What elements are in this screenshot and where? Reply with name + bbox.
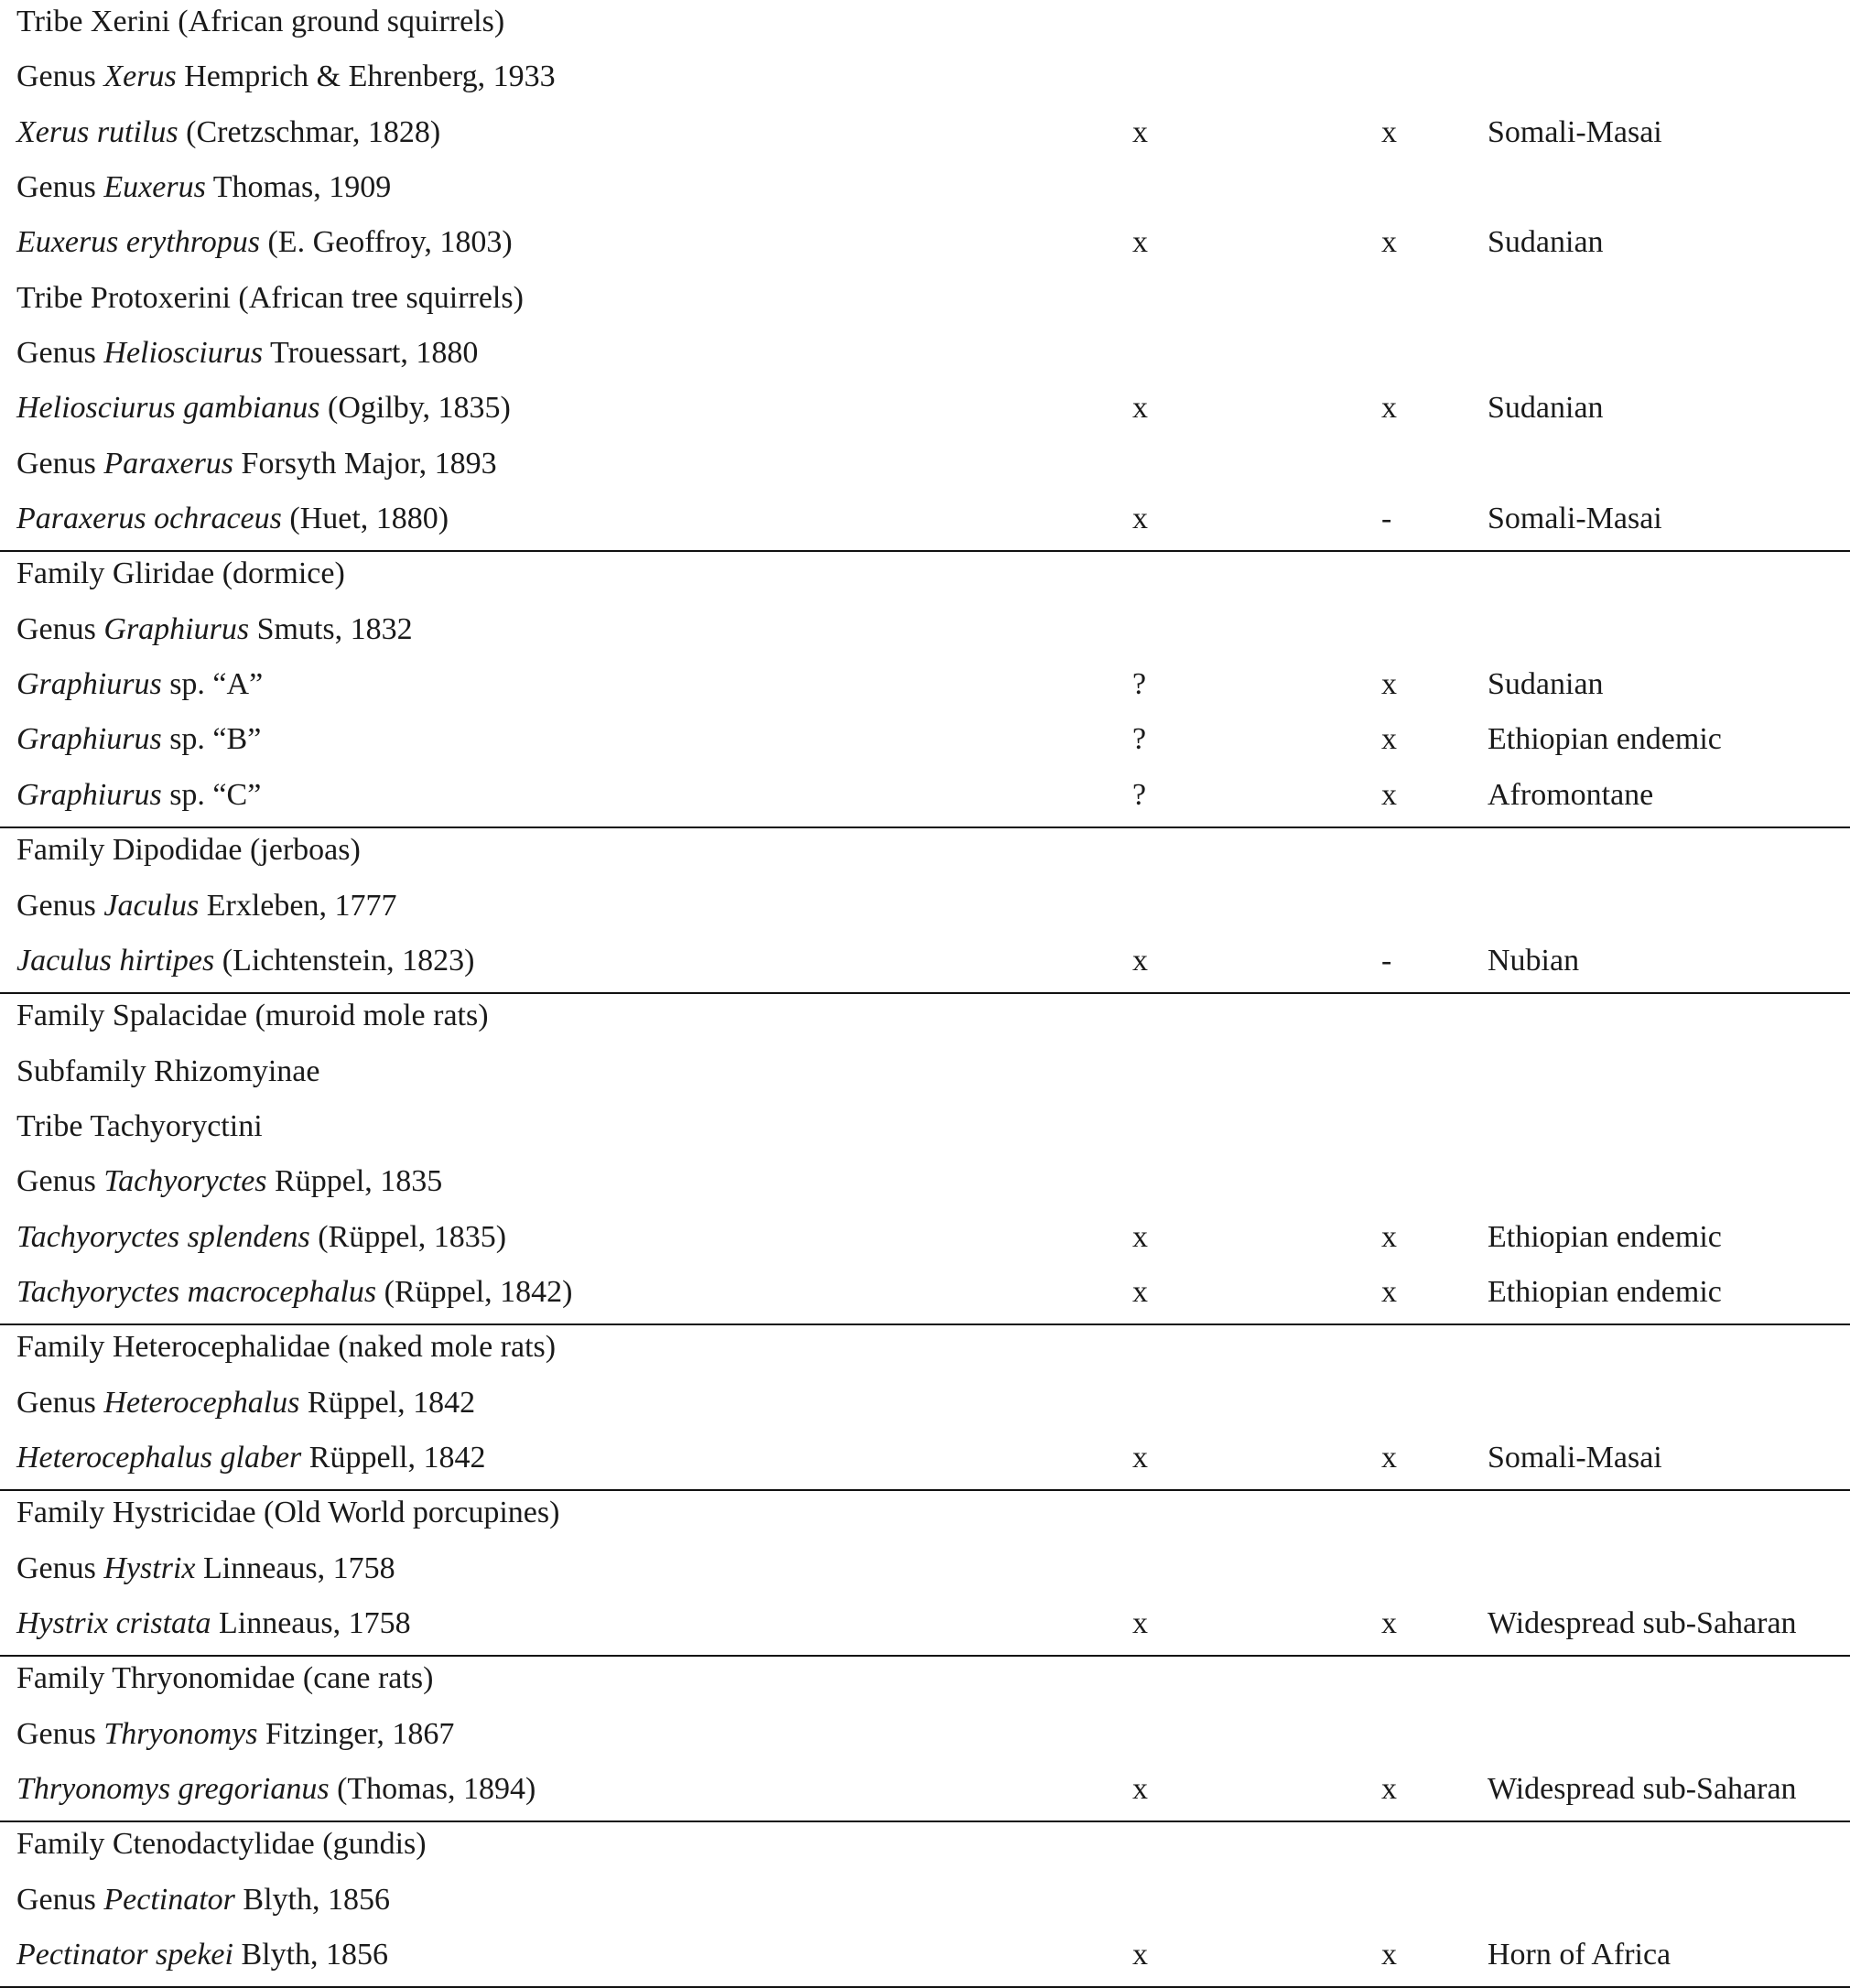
taxon-name-text: Tribe Protoxerini (African tree squirrels): [16, 280, 524, 315]
presence-cell-a: x: [1132, 225, 1148, 260]
taxon-name-italic: Jaculus hirtipes: [16, 943, 215, 978]
taxon-name-cell: [16, 724, 261, 755]
taxon-name-text: Genus: [16, 611, 104, 646]
table-row: [0, 1767, 1850, 1822]
presence-cell-b: x: [1381, 225, 1397, 260]
taxon-name-cell: [16, 1882, 390, 1917]
taxon-name-text: Tribe Xerini (African ground squirrels): [16, 5, 505, 38]
presence-cell-a: x: [1132, 943, 1148, 978]
table-row: [0, 331, 1850, 386]
taxon-name-italic: Pectinator spekei: [16, 1938, 233, 1972]
taxon-name-text: Rüppell, 1842: [301, 1440, 486, 1475]
taxon-name-text: Thomas, 1909: [205, 170, 392, 205]
taxon-name-text: Genus: [16, 1716, 104, 1751]
taxon-name-italic: Heliosciurus gambianus: [16, 391, 320, 426]
taxon-name-cell: [16, 558, 345, 589]
table-row: [0, 166, 1850, 221]
taxon-name-italic: Xerus rutilus: [16, 114, 179, 149]
taxon-name-text: Genus: [16, 446, 104, 481]
taxon-name-cell: [16, 338, 478, 369]
presence-cell-b: x: [1381, 667, 1397, 702]
table-row: [0, 497, 1850, 552]
table-row: [0, 1325, 1850, 1380]
taxon-name-italic: Graphiurus: [103, 611, 250, 646]
presence-cell-b: x: [1381, 777, 1397, 812]
region-cell: Ethiopian endemic: [1488, 1219, 1722, 1254]
taxon-name-cell: [16, 61, 556, 92]
taxon-name-text: Erxleben, 1777: [199, 888, 397, 923]
presence-cell-a: x: [1132, 1440, 1148, 1475]
taxon-name-cell: [16, 1108, 263, 1143]
taxon-name-italic: Tachyoryctes macrocephalus: [16, 1274, 377, 1309]
taxon-name-cell: [16, 1497, 559, 1529]
taxon-name-text: Linneaus, 1758: [211, 1605, 411, 1640]
presence-cell-b: x: [1381, 722, 1397, 757]
taxon-name-text: Family Dipodidae (jerboas): [16, 833, 361, 868]
taxon-name-text: (Rüppel, 1842): [376, 1274, 573, 1309]
table-row: [0, 1657, 1850, 1712]
taxon-name-italic: Heterocephalus glaber: [16, 1440, 302, 1475]
taxon-name-text: Forsyth Major, 1893: [233, 446, 497, 481]
taxon-name-cell: [16, 1442, 485, 1474]
taxon-name-cell: [16, 611, 413, 646]
table-row: [0, 608, 1850, 663]
taxon-name-text: sp. “B”: [161, 722, 262, 757]
taxon-name-text: Genus: [16, 336, 104, 371]
table-row: [0, 1822, 1850, 1877]
presence-cell-b: x: [1381, 1274, 1397, 1309]
taxon-name-text: Tribe Tachyoryctini: [16, 1108, 263, 1143]
taxon-name-cell: [16, 393, 511, 424]
taxon-name-cell: [16, 1605, 411, 1640]
taxon-name-cell: [16, 448, 497, 480]
taxon-name-text: Rüppel, 1842: [299, 1385, 476, 1420]
presence-cell-a: x: [1132, 1938, 1148, 1972]
taxon-name-text: Genus: [16, 1882, 104, 1917]
region-cell: Afromontane: [1488, 777, 1654, 812]
table-row: [0, 1491, 1850, 1546]
table-row: [0, 442, 1850, 497]
taxon-name-cell: [16, 888, 397, 923]
taxon-name-italic: Graphiurus: [16, 722, 162, 757]
taxon-name-text: Trouessart, 1880: [263, 336, 479, 371]
table-row: [0, 1105, 1850, 1160]
taxon-name-italic: Paraxerus ochraceus: [16, 502, 282, 536]
presence-cell-a: ?: [1132, 722, 1147, 757]
region-cell: Somali-Masai: [1488, 502, 1662, 536]
table-row: [0, 111, 1850, 166]
table-row: [0, 773, 1850, 828]
taxon-name-text: Subfamily Rhizomyinae: [16, 1053, 320, 1088]
taxon-name-text: Genus: [16, 59, 104, 94]
presence-cell-a: x: [1132, 1274, 1148, 1309]
taxon-name-italic: Paraxerus: [103, 446, 234, 481]
table-row: [0, 1436, 1850, 1491]
table-row: [0, 1547, 1850, 1602]
taxon-name-text: (Ogilby, 1835): [319, 391, 511, 426]
taxon-name-cell: [16, 1829, 427, 1860]
taxon-name-text: Family Hystricidae (Old World porcupines): [16, 1496, 560, 1530]
table-row: [0, 1050, 1850, 1105]
table-row: [0, 1381, 1850, 1436]
taxon-name-text: (E. Geoffroy, 1803): [259, 225, 513, 260]
presence-cell-a: ?: [1132, 667, 1147, 702]
presence-cell-a: x: [1132, 1605, 1148, 1640]
taxon-name-text: (Cretzschmar, 1828): [178, 114, 441, 149]
presence-cell-b: -: [1381, 502, 1392, 536]
taxon-name-text: Family Thryonomidae (cane rats): [16, 1661, 434, 1696]
presence-cell-b: x: [1381, 1440, 1397, 1475]
taxon-name-italic: Thryonomys gregorianus: [16, 1772, 330, 1806]
taxon-name-text: Blyth, 1856: [233, 1938, 389, 1972]
region-cell: Horn of Africa: [1488, 1938, 1671, 1972]
table-row: [0, 0, 1850, 55]
table-row: [0, 276, 1850, 331]
taxon-name-cell: [16, 114, 441, 149]
taxon-name-cell: [16, 1332, 556, 1363]
region-cell: Somali-Masai: [1488, 1440, 1662, 1475]
taxon-name-italic: Thryonomys: [103, 1716, 258, 1751]
taxon-name-italic: Euxerus: [103, 170, 206, 205]
taxon-name-text: (Huet, 1880): [281, 502, 449, 536]
taxon-name-text: Genus: [16, 1385, 104, 1420]
table-row: [0, 221, 1850, 276]
taxon-name-cell: [16, 777, 262, 812]
table-row: [0, 1878, 1850, 1933]
taxon-name-cell: [16, 172, 391, 203]
taxon-name-cell: [16, 1939, 388, 1971]
table-row: [0, 1602, 1850, 1657]
presence-cell-b: x: [1381, 1938, 1397, 1972]
taxon-name-cell: [16, 280, 524, 315]
taxon-name-text: Genus: [16, 1164, 104, 1199]
table-row: [0, 994, 1850, 1049]
taxon-name-text: Rüppel, 1835: [266, 1164, 443, 1199]
table-row: [0, 1160, 1850, 1215]
table-row: [0, 884, 1850, 939]
table-row: [0, 1270, 1850, 1325]
taxon-name-italic: Xerus: [103, 59, 177, 94]
presence-cell-b: x: [1381, 114, 1397, 149]
taxon-name-italic: Pectinator: [103, 1882, 235, 1917]
presence-cell-a: x: [1132, 1219, 1148, 1254]
taxon-name-text: (Lichtenstein, 1823): [214, 943, 475, 978]
presence-cell-a: x: [1132, 1772, 1148, 1806]
taxon-name-italic: Heliosciurus: [103, 336, 264, 371]
region-cell: Widespread sub-Saharan: [1488, 1605, 1797, 1640]
taxon-name-text: Family Ctenodactylidae (gundis): [16, 1827, 427, 1862]
region-cell: Ethiopian endemic: [1488, 722, 1722, 757]
taxon-name-text: sp. “C”: [161, 777, 262, 812]
taxon-name-cell: [16, 1000, 489, 1032]
taxon-name-cell: [16, 1550, 395, 1585]
region-cell: Widespread sub-Saharan: [1488, 1772, 1797, 1806]
table-row: [0, 552, 1850, 607]
taxon-name-text: Family Gliridae (dormice): [16, 556, 345, 591]
taxon-name-cell: [16, 835, 361, 866]
taxon-name-italic: Euxerus erythropus: [16, 225, 260, 260]
presence-cell-b: x: [1381, 1772, 1397, 1806]
taxon-name-cell: [16, 227, 513, 258]
region-cell: Ethiopian endemic: [1488, 1274, 1722, 1309]
table-row: [0, 55, 1850, 110]
presence-cell-a: ?: [1132, 777, 1147, 812]
taxon-name-cell: [16, 1274, 573, 1309]
taxon-name-text: Hemprich & Ehrenberg, 1933: [176, 59, 556, 94]
table-row: [0, 1712, 1850, 1767]
presence-cell-b: x: [1381, 1605, 1397, 1640]
taxon-name-italic: Jaculus: [103, 888, 200, 923]
taxon-name-italic: Hystrix cristata: [16, 1605, 211, 1640]
taxon-name-italic: Tachyoryctes: [103, 1164, 267, 1199]
taxon-name-cell: [16, 1219, 507, 1254]
taxon-name-cell: [16, 1166, 442, 1197]
table-row: [0, 939, 1850, 994]
table-row: [0, 386, 1850, 441]
taxon-name-text: Smuts, 1832: [249, 611, 413, 646]
taxon-name-italic: Graphiurus: [16, 777, 162, 812]
taxon-name-text: Genus: [16, 170, 104, 205]
taxon-name-text: (Rüppel, 1835): [309, 1219, 507, 1254]
region-cell: Nubian: [1488, 943, 1580, 978]
table-row: [0, 1933, 1850, 1988]
taxon-name-italic: Heterocephalus: [103, 1385, 300, 1420]
taxon-name-text: Linneaus, 1758: [195, 1550, 395, 1585]
taxon-name-cell: [16, 945, 474, 977]
taxon-name-italic: Tachyoryctes splendens: [16, 1219, 310, 1254]
region-cell: Sudanian: [1488, 667, 1604, 702]
taxon-name-text: Genus: [16, 1550, 104, 1585]
region-cell: Sudanian: [1488, 391, 1604, 426]
table-row: [0, 718, 1850, 773]
presence-cell-a: x: [1132, 391, 1148, 426]
table-row: [0, 663, 1850, 718]
taxon-name-text: (Thomas, 1894): [329, 1772, 536, 1806]
presence-cell-a: x: [1132, 114, 1148, 149]
taxon-name-cell: [16, 503, 449, 535]
region-cell: Sudanian: [1488, 225, 1604, 260]
presence-cell-b: x: [1381, 391, 1397, 426]
taxon-name-text: sp. “A”: [161, 667, 264, 702]
table-row: [0, 828, 1850, 883]
taxon-name-cell: [16, 669, 263, 700]
presence-cell-b: -: [1381, 943, 1392, 978]
taxon-name-italic: Hystrix: [103, 1550, 196, 1585]
taxon-name-text: Fitzinger, 1867: [257, 1716, 455, 1751]
taxon-name-text: Family Spalacidae (muroid mole rats): [16, 999, 489, 1033]
taxon-name-text: Genus: [16, 888, 104, 923]
region-cell: Somali-Masai: [1488, 114, 1662, 149]
taxon-name-cell: [16, 1663, 433, 1694]
taxon-name-cell: [16, 6, 504, 38]
taxon-name-text: Family Heterocephalidae (naked mole rats): [16, 1330, 557, 1365]
taxon-name-cell: [16, 1385, 476, 1420]
presence-cell-a: x: [1132, 502, 1148, 536]
table-row: [0, 1215, 1850, 1270]
taxon-name-text: Blyth, 1856: [234, 1882, 390, 1917]
presence-cell-b: x: [1381, 1219, 1397, 1254]
taxon-name-cell: [16, 1053, 320, 1088]
taxon-name-cell: [16, 1716, 455, 1751]
taxon-name-cell: [16, 1774, 536, 1805]
taxon-name-italic: Graphiurus: [16, 667, 162, 702]
